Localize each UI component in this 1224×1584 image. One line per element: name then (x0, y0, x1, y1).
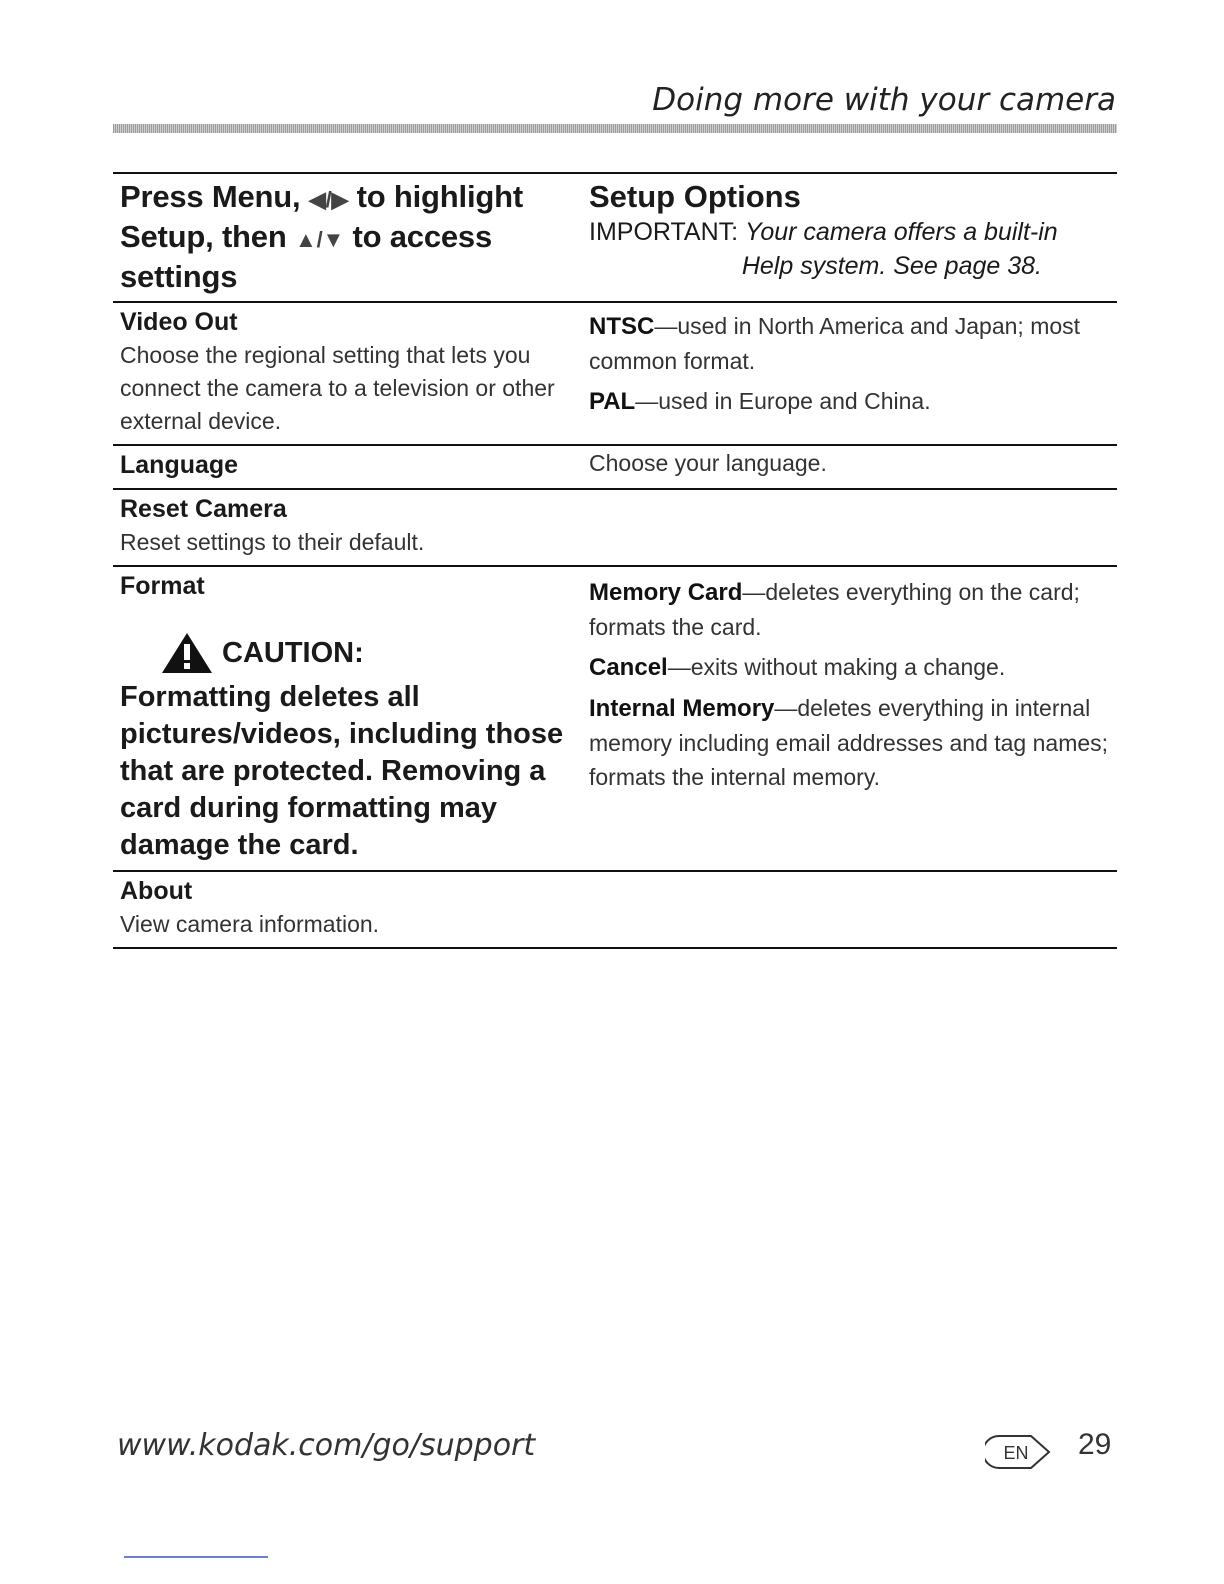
head-left-text-4: to access (352, 219, 493, 254)
bottom-rule (124, 1556, 268, 1558)
caution-heading (160, 631, 583, 675)
page-header-title: Doing more with your camera (652, 82, 1116, 118)
support-url: www.kodak.com/go/support (117, 1428, 536, 1463)
warning-icon (160, 631, 214, 675)
setup-options-title: Setup Options (589, 179, 801, 214)
option-language: Choose your language. (589, 450, 827, 476)
table-row-reset-camera (113, 489, 1117, 566)
setting-name: Language (120, 451, 239, 479)
caution-label: CAUTION: (222, 636, 364, 669)
head-left-text-3: Setup, then (120, 219, 287, 254)
table-row-video-out (113, 302, 1117, 445)
setup-options-table (113, 172, 1117, 949)
setting-name: Format (120, 572, 205, 600)
important-line1: Your camera offers a built-in (745, 218, 1058, 246)
setting-name: About (120, 877, 193, 905)
up-down-arrows-icon: ▲/▼ (295, 227, 345, 252)
important-line2: Help system. See page 38. (741, 252, 1042, 280)
table-row-about (113, 871, 1117, 948)
option-pal: PAL—used in Europe and China. (589, 388, 931, 415)
svg-text:EN: EN (1003, 1443, 1029, 1463)
setting-name: Reset Camera (120, 495, 287, 523)
setting-description: Choose the regional setting that lets you connect the camera to a television or other external device. (120, 342, 555, 434)
important-label: IMPORTANT: (589, 218, 739, 246)
setting-description: Reset settings to their default. (120, 529, 425, 555)
table-header-left (113, 173, 583, 302)
setting-description: View camera information. (120, 911, 380, 937)
head-left-text-1: Press Menu, (120, 179, 301, 214)
option-ntsc: NTSC—used in North America and Japan; most common format. (589, 313, 1081, 374)
table-row-format (113, 566, 1117, 871)
table-row-language (113, 445, 1117, 489)
language-badge-icon (985, 1432, 1053, 1472)
option-internal-memory: Internal Memory—deletes everything in internal memory including email addresses and tag names; formats the internal memory. (589, 695, 1109, 790)
head-left-text-5: settings (120, 259, 238, 294)
head-left-text-2: to highlight (356, 179, 523, 214)
left-right-arrows-icon: ◀/▶ (308, 187, 349, 212)
option-memory-card: Memory Card—deletes everything on the card; formats the card. (589, 579, 1080, 640)
page-number: 29 (1078, 1428, 1112, 1461)
important-note (589, 215, 1117, 283)
caution-text: Formatting deletes all pictures/videos, including those that are protected. Removing a card during formatting may damage the card. (120, 681, 564, 861)
header-rule (113, 124, 1117, 133)
setting-name: Video Out (120, 308, 238, 336)
option-cancel: Cancel—exits without making a change. (589, 654, 1006, 681)
table-header-row (113, 173, 1117, 302)
table-header-right (583, 173, 1117, 302)
